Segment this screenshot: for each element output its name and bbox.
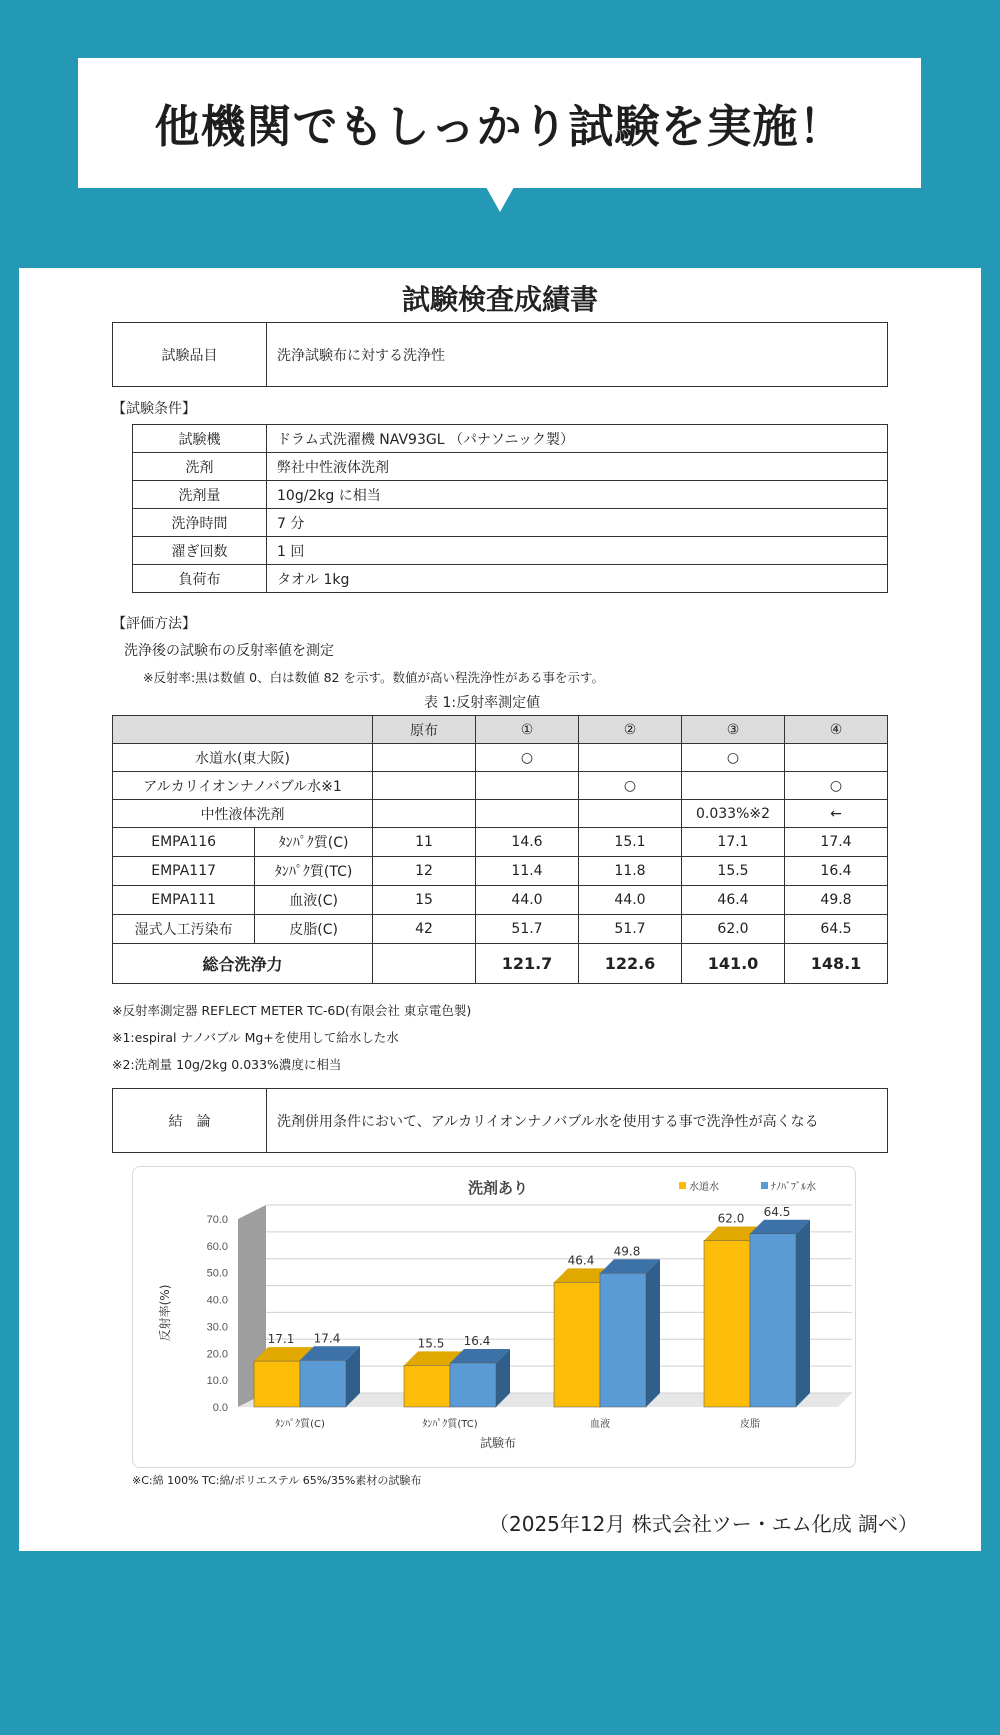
y-tick-label: 50.0	[206, 1267, 228, 1280]
condition-row	[133, 565, 888, 593]
method-note: ※反射率:黒は数値 0、白は数値 82 を示す。数値が高い程洗浄性がある事を示す。	[143, 670, 604, 685]
reflectance-value: 42	[373, 915, 476, 944]
condition-flag-cell: ←	[785, 800, 888, 828]
condition-value: ドラム式洗濯機 NAV93GL （パナソニック製）	[267, 425, 888, 453]
conclusion-value: 洗剤併用条件において、アルカリイオンナノバブル水を使用する事で洗浄性が高くなる	[267, 1089, 888, 1153]
bar-value-label: 46.4	[567, 1253, 595, 1268]
total-value: 141.0	[682, 944, 785, 984]
data-row	[113, 886, 888, 915]
conclusion-label: 結 論	[113, 1089, 267, 1153]
reflectance-value: 17.4	[785, 828, 888, 857]
condition-flag-row	[113, 744, 888, 772]
x-axis-title: 試験布	[479, 1436, 517, 1450]
reflectance-value: 62.0	[682, 915, 785, 944]
total-label: 総合洗浄力	[113, 944, 373, 984]
bar	[750, 1234, 796, 1407]
reflectance-value: 44.0	[476, 886, 579, 915]
source-credit: （2025年12月 株式会社ツー・エム化成 調べ）	[489, 1512, 919, 1536]
bar-side	[796, 1220, 810, 1407]
condition-label: 洗剤	[133, 453, 267, 481]
legend-label: ﾅﾉﾊﾞﾌﾞﾙ水	[771, 1182, 816, 1193]
total-value: 148.1	[785, 944, 888, 984]
test-item-value: 洗浄試験布に対する洗浄性	[267, 323, 888, 387]
report-title: 試験検査成績書	[401, 283, 598, 316]
soil-type: ﾀﾝﾊﾟｸ質(C)	[255, 828, 373, 857]
column-header: ②	[579, 716, 682, 744]
chart-title: 洗剤あり	[467, 1179, 529, 1197]
test-cloth: EMPA111	[113, 886, 255, 915]
condition-flag-cell: ○	[579, 772, 682, 800]
table-header-row	[113, 716, 888, 744]
bar	[254, 1361, 300, 1407]
test-cloth: 湿式人工汚染布	[113, 915, 255, 944]
reflectance-value: 16.4	[785, 857, 888, 886]
data-row	[113, 828, 888, 857]
y-tick-label: 40.0	[206, 1294, 228, 1307]
condition-flag-cell: 0.033%※2	[682, 800, 785, 828]
note-3: ※2:洗剤量 10g/2kg 0.033%濃度に相当	[112, 1057, 342, 1072]
reflectance-value: 51.7	[476, 915, 579, 944]
reflectance-value: 64.5	[785, 915, 888, 944]
test-item-table	[112, 322, 888, 387]
condition-flag-cell	[579, 744, 682, 772]
data-row	[113, 915, 888, 944]
x-tick-label: ﾀﾝﾊﾟｸ質(C)	[275, 1419, 325, 1430]
report-document	[19, 268, 981, 1551]
condition-row	[133, 537, 888, 565]
column-header: 原布	[373, 716, 476, 744]
total-value	[373, 944, 476, 984]
reflectance-value: 15.1	[579, 828, 682, 857]
reflectance-value: 12	[373, 857, 476, 886]
x-tick-label: 皮脂	[740, 1419, 760, 1430]
reflectance-value: 17.1	[682, 828, 785, 857]
condition-value: 10g/2kg に相当	[267, 481, 888, 509]
condition-flag-cell	[682, 772, 785, 800]
bar-value-label: 62.0	[717, 1211, 745, 1226]
banner-title: 他機関でもしっかり試験を実施！	[154, 100, 845, 153]
condition-value: 7 分	[267, 509, 888, 537]
reflectance-value: 15	[373, 886, 476, 915]
total-value: 121.7	[476, 944, 579, 984]
condition-flag-cell	[476, 800, 579, 828]
chart-container	[132, 1166, 856, 1468]
condition-flag-label: アルカリイオンナノバブル水※1	[113, 772, 373, 800]
bar-value-label: 17.1	[267, 1332, 295, 1347]
condition-flag-cell	[476, 772, 579, 800]
bar-value-label: 16.4	[463, 1333, 491, 1348]
bar-value-label: 15.5	[417, 1336, 445, 1351]
bar-side	[646, 1259, 660, 1407]
total-row	[113, 944, 888, 984]
data-row	[113, 857, 888, 886]
condition-value: タオル 1kg	[267, 565, 888, 593]
condition-flag-cell: ○	[682, 744, 785, 772]
soil-type: 皮脂(C)	[255, 915, 373, 944]
banner-pointer	[486, 187, 514, 212]
test-item-label: 試験品目	[113, 323, 267, 387]
bar	[450, 1363, 496, 1407]
reflectance-value: 11	[373, 828, 476, 857]
condition-flag-cell: ○	[476, 744, 579, 772]
chart-note: ※C:綿 100% TC:綿/ポリエステル 65%/35%素材の試験布	[132, 1474, 422, 1487]
column-header: ③	[682, 716, 785, 744]
condition-value: 1 回	[267, 537, 888, 565]
bar	[300, 1360, 346, 1407]
method-text: 洗浄後の試験布の反射率値を測定	[124, 643, 334, 659]
condition-label: 試験機	[133, 425, 267, 453]
x-tick-label: 血液	[590, 1419, 610, 1430]
x-tick-label: ﾀﾝﾊﾟｸ質(TC)	[422, 1419, 478, 1430]
column-header: ①	[476, 716, 579, 744]
y-tick-label: 10.0	[206, 1375, 228, 1388]
bar-value-label: 49.8	[613, 1244, 641, 1259]
condition-flag-cell	[579, 800, 682, 828]
condition-flag-label: 水道水(東大阪)	[113, 744, 373, 772]
condition-flag-cell	[373, 744, 476, 772]
condition-flag-row	[113, 772, 888, 800]
condition-flag-cell	[785, 744, 888, 772]
condition-value: 弊社中性液体洗剤	[267, 453, 888, 481]
table-caption: 表 1:反射率測定値	[424, 695, 541, 711]
condition-flag-cell	[373, 772, 476, 800]
soil-type: 血液(C)	[255, 886, 373, 915]
reflectance-value: 11.4	[476, 857, 579, 886]
condition-label: 負荷布	[133, 565, 267, 593]
soil-type: ﾀﾝﾊﾟｸ質(TC)	[255, 857, 373, 886]
condition-label: 洗剤量	[133, 481, 267, 509]
bar	[404, 1365, 450, 1407]
y-tick-label: 60.0	[206, 1240, 228, 1253]
reflectance-value: 11.8	[579, 857, 682, 886]
total-value: 122.6	[579, 944, 682, 984]
test-cloth: EMPA117	[113, 857, 255, 886]
conditions-table	[132, 424, 888, 593]
reflectance-value: 14.6	[476, 828, 579, 857]
reflectance-value: 44.0	[579, 886, 682, 915]
test-cloth: EMPA116	[113, 828, 255, 857]
note-2: ※1:espiral ナノバブル Mg+を使用して給水した水	[112, 1030, 399, 1045]
condition-label: 洗浄時間	[133, 509, 267, 537]
condition-row	[133, 453, 888, 481]
bar-value-label: 64.5	[763, 1204, 791, 1219]
legend-swatch	[761, 1182, 768, 1189]
method-heading: 【評価方法】	[112, 616, 196, 632]
condition-flag-cell: ○	[785, 772, 888, 800]
reflectance-value: 51.7	[579, 915, 682, 944]
legend-swatch	[679, 1182, 686, 1189]
condition-flag-row	[113, 800, 888, 828]
bar	[554, 1282, 600, 1407]
condition-flag-label: 中性液体洗剤	[113, 800, 373, 828]
condition-row	[133, 509, 888, 537]
reflectance-table	[112, 715, 888, 984]
y-tick-label: 70.0	[206, 1214, 228, 1226]
conditions-heading: 【試験条件】	[112, 401, 196, 417]
reflectance-value: 15.5	[682, 857, 785, 886]
bar-value-label: 17.4	[313, 1331, 341, 1346]
y-tick-label: 0.0	[212, 1402, 228, 1414]
reflectance-value: 46.4	[682, 886, 785, 915]
bar	[600, 1273, 646, 1407]
note-1: ※反射率測定器 REFLECT METER TC-6D(有限会社 東京電色製)	[112, 1003, 472, 1018]
header-banner	[78, 58, 921, 188]
legend-label: 水道水	[689, 1182, 719, 1193]
y-tick-label: 30.0	[206, 1321, 228, 1334]
condition-row	[133, 481, 888, 509]
y-axis-title: 反射率(%)	[158, 1284, 172, 1342]
condition-row	[133, 425, 888, 453]
y-tick-label: 20.0	[206, 1348, 228, 1361]
column-header: ④	[785, 716, 888, 744]
reflectance-value: 49.8	[785, 886, 888, 915]
bar-chart	[133, 1167, 855, 1467]
bar	[704, 1240, 750, 1407]
condition-flag-cell	[373, 800, 476, 828]
header-blank	[113, 716, 373, 744]
conclusion-table	[112, 1088, 888, 1153]
condition-label: 濯ぎ回数	[133, 537, 267, 565]
